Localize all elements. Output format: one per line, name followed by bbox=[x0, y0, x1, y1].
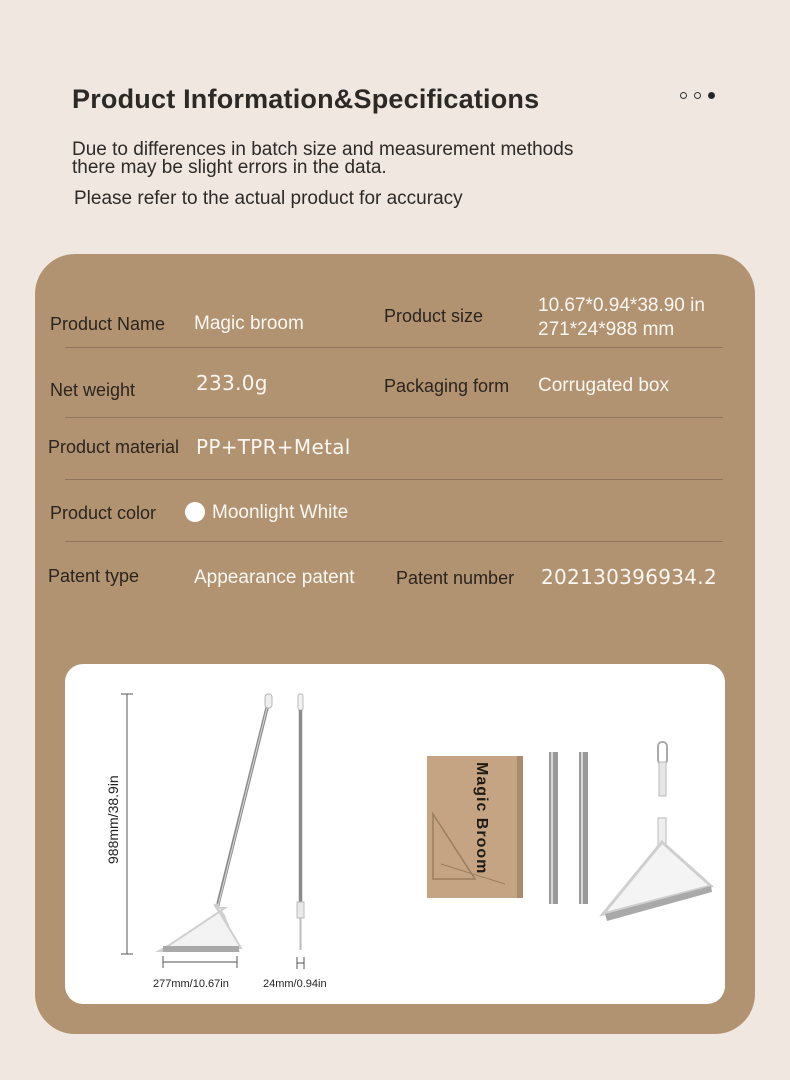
width-dimension-label: 277mm/10.67in bbox=[153, 978, 229, 990]
product-name-label: Product Name bbox=[50, 314, 166, 334]
pager-dot-2[interactable] bbox=[694, 92, 701, 99]
product-color-label: Product color bbox=[50, 503, 157, 523]
box-brand-label: Magic Broom bbox=[473, 762, 490, 875]
broom-head-icon bbox=[603, 818, 712, 921]
row-divider bbox=[65, 417, 723, 418]
product-name-value: Magic broom bbox=[194, 313, 304, 334]
spec-panel bbox=[35, 254, 755, 1034]
net-weight-value: 233.0g bbox=[196, 371, 268, 395]
product-color-value: Moonlight White bbox=[212, 502, 349, 523]
packaging-form-label: Packaging form bbox=[384, 376, 510, 396]
row-divider bbox=[65, 479, 723, 480]
patent-number-label: Patent number bbox=[396, 568, 515, 588]
patent-number-value: 202130396934.2 bbox=[541, 565, 717, 589]
disclaimer-line-1: Due to differences in batch size and measurement methods bbox=[72, 139, 574, 160]
product-material-label: Product material bbox=[48, 437, 180, 457]
width-dimension-line bbox=[163, 956, 237, 968]
product-size-label: Product size bbox=[384, 306, 484, 326]
patent-type-value: Appearance patent bbox=[194, 567, 355, 588]
thickness-dimension-line bbox=[297, 957, 304, 969]
product-size-value-mm: 271*24*988 mm bbox=[538, 319, 675, 340]
pager-dot-1[interactable] bbox=[680, 92, 687, 99]
page-title: Product Information&Specifications bbox=[72, 84, 540, 114]
disclaimer bbox=[72, 141, 573, 208]
broom-angled-icon bbox=[163, 694, 272, 952]
row-divider bbox=[65, 541, 723, 542]
broom-side-icon bbox=[297, 694, 304, 950]
net-weight-label: Net weight bbox=[50, 380, 136, 400]
height-dimension-label: 988mm/38.9in bbox=[105, 775, 121, 864]
color-swatch-icon bbox=[185, 502, 205, 522]
disclaimer-line-3: Please refer to the actual product for accuracy bbox=[74, 188, 463, 209]
product-material-value: PP+TPR+Metal bbox=[196, 435, 351, 459]
disclaimer-line-2: there may be slight errors in the data. bbox=[72, 157, 387, 178]
product-illustration bbox=[65, 664, 725, 1004]
product-size-value-in: 10.67*0.94*38.90 in bbox=[538, 295, 705, 316]
height-dimension-line bbox=[121, 694, 133, 954]
thickness-dimension-label: 24mm/0.94in bbox=[263, 978, 327, 990]
carousel-pager[interactable] bbox=[680, 92, 715, 99]
handle-piece-icon bbox=[658, 742, 667, 796]
row-divider bbox=[65, 347, 723, 348]
product-image-card bbox=[65, 664, 725, 1004]
pole-segment-icon bbox=[549, 752, 588, 904]
pager-dot-3-active[interactable] bbox=[708, 92, 715, 99]
patent-type-label: Patent type bbox=[48, 566, 140, 586]
packaging-form-value: Corrugated box bbox=[538, 375, 669, 396]
